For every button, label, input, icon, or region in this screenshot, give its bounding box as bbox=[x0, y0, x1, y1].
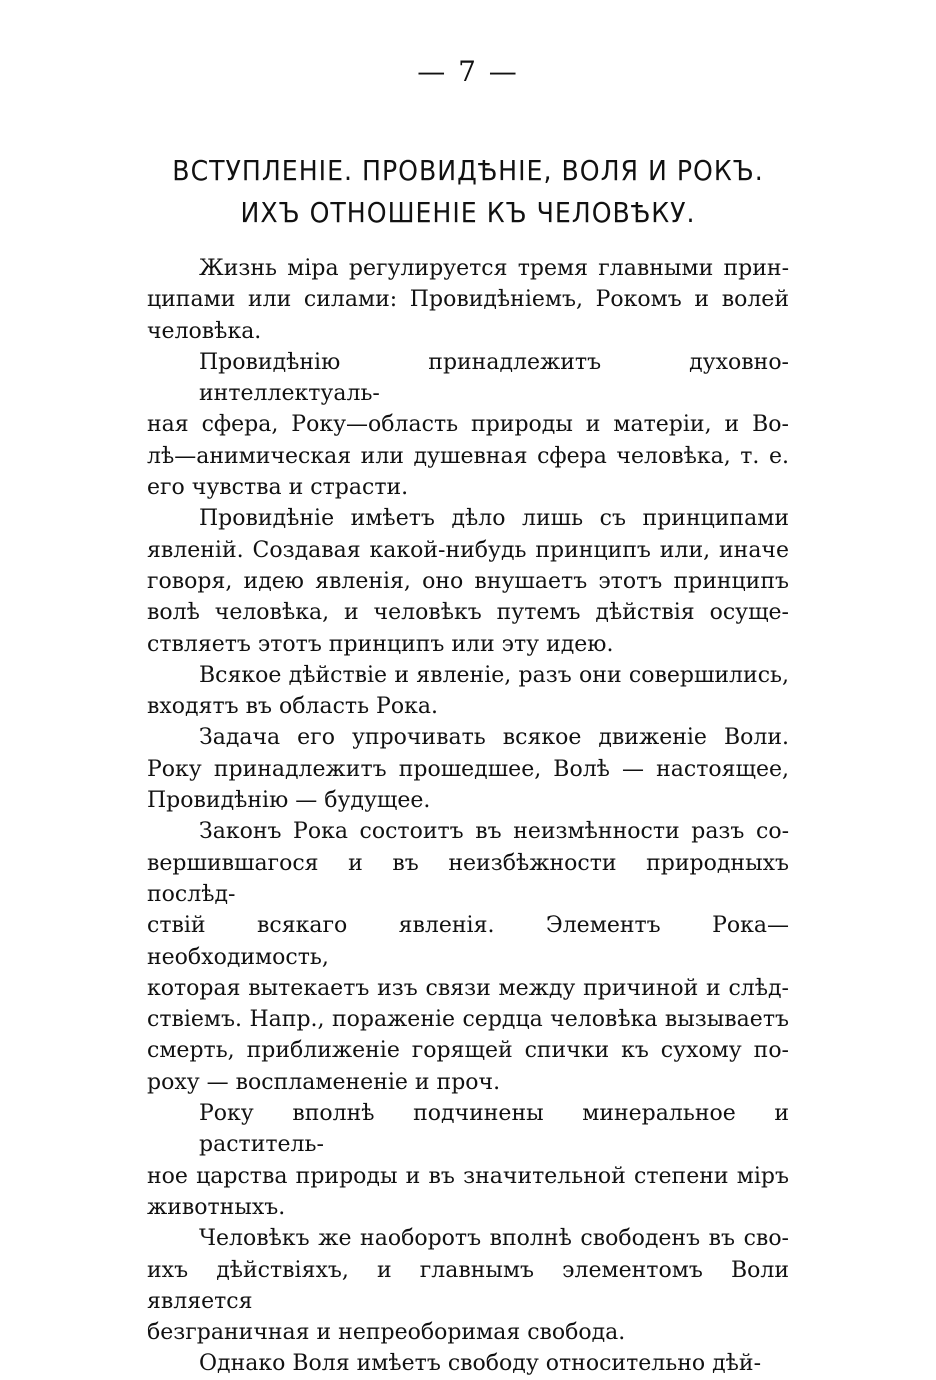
text-line: смерть, приближеніе горящей спички къ сухому по- bbox=[147, 1038, 789, 1064]
text-line: Задача его упрочивать всякое движеніе Воли. bbox=[199, 725, 789, 751]
paragraph bbox=[147, 816, 789, 1098]
text-line: которая вытекаетъ изъ связи между причиной и слѣд- bbox=[147, 975, 789, 1001]
text-line: роху — воспламененіе и проч. bbox=[147, 1069, 501, 1095]
paragraph bbox=[147, 347, 789, 503]
text-line: Року вполнѣ подчинены минеральное и раститель- bbox=[199, 1101, 789, 1158]
text-line: ствляетъ этотъ принципъ или эту идею. bbox=[147, 631, 614, 657]
paragraph bbox=[147, 722, 789, 816]
text-line: его чувства и страсти. bbox=[147, 475, 409, 501]
text-line: говоря, идею явленія, оно внушаетъ этотъ принципъ bbox=[147, 568, 789, 594]
chapter-title-line-2: ИХЪ ОТНОШЕНІЕ КЪ ЧЕЛОВѢКУ. bbox=[240, 196, 696, 229]
text-line: явленій. Создавая какой-нибудь принципъ или, иначе bbox=[147, 537, 789, 563]
text-line: Законъ Рока состоитъ въ неизмѣнности разъ со- bbox=[199, 819, 789, 845]
text-line: вершившагося и въ неизбѣжности природныхъ послѣд- bbox=[147, 850, 789, 907]
text-line: ствіемъ. Напр., пораженіе сердца человѣка вызываетъ bbox=[147, 1007, 789, 1033]
text-line: Человѣкъ же наоборотъ вполнѣ свободенъ въ сво- bbox=[199, 1226, 789, 1252]
text-line: безграничная и непреоборимая свобода. bbox=[147, 1320, 626, 1346]
text-line: ное царства природы и въ значительной степени міръ bbox=[147, 1163, 789, 1189]
text-line: Однако Воля имѣетъ свободу относительно дѣй- bbox=[199, 1351, 762, 1377]
paragraph bbox=[147, 1223, 789, 1348]
text-line: Провидѣнію принадлежитъ духовно-интеллектуаль- bbox=[199, 349, 789, 407]
text-line: ципами или силами: Провидѣніемъ, Рокомъ и волей bbox=[147, 287, 789, 313]
paragraph bbox=[147, 253, 789, 347]
paragraph bbox=[147, 1098, 789, 1223]
text-line: животныхъ. bbox=[147, 1194, 286, 1220]
text-line: Року принадлежитъ прошедшее, Волѣ — настоящее, bbox=[147, 756, 789, 782]
text-line: лѣ—анимическая или душевная сфера человѣка, т. е. bbox=[147, 443, 789, 469]
body-text bbox=[147, 253, 789, 1380]
paragraph bbox=[147, 503, 789, 659]
text-line: человѣка. bbox=[147, 318, 262, 344]
text-line: входятъ въ область Рока. bbox=[147, 694, 438, 720]
text-line: Провидѣнію — будущее. bbox=[147, 788, 431, 814]
text-line: Провидѣніе имѣетъ дѣло лишь съ принципами bbox=[199, 506, 789, 532]
text-line: ствій всякаго явленія. Элементъ Рока—необходимость, bbox=[147, 913, 789, 970]
chapter-title-line-1: ВСТУПЛЕНІЕ. ПРОВИДѢНІЕ, ВОЛЯ И РОКЪ. bbox=[172, 154, 764, 187]
text-line: Жизнь міра регулируется тремя главными прин- bbox=[199, 256, 789, 281]
paragraph bbox=[147, 660, 789, 723]
text-line: волѣ человѣка, и человѣкъ путемъ дѣйствія осуще- bbox=[147, 600, 789, 626]
chapter-title bbox=[100, 150, 836, 234]
text-line: ихъ дѣйствіяхъ, и главнымъ элементомъ Воли является bbox=[147, 1257, 789, 1314]
text-line: ная сфера, Року—область природы и матеріи, и Во- bbox=[147, 412, 789, 438]
page-number: — 7 — bbox=[417, 55, 519, 88]
paragraph bbox=[147, 1348, 789, 1379]
text-line: Всякое дѣйствіе и явленіе, разъ они совершились, bbox=[199, 662, 789, 688]
